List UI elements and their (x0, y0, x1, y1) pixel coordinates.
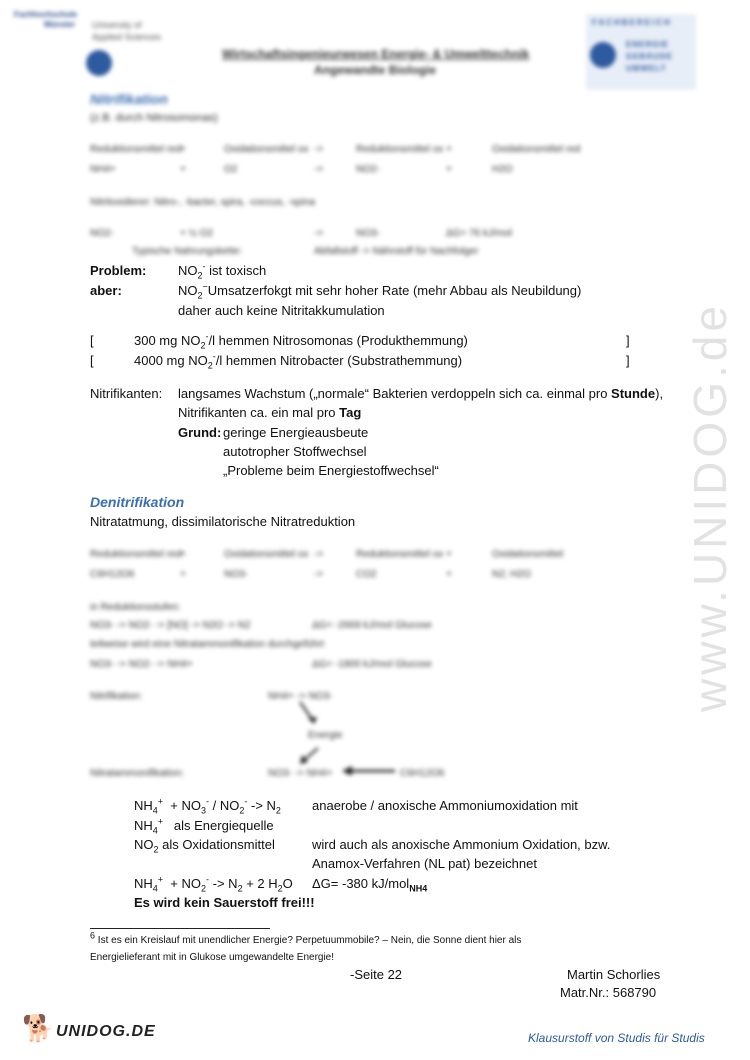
department-logo (586, 14, 696, 90)
logo-line-2: Münster (44, 20, 76, 29)
nitrifikanten-line-1: langsames Wachstum („normale“ Bakterien verdoppeln sich ca. einmal pro Stunde), (178, 386, 664, 401)
logo-line-3: University of (92, 20, 142, 30)
eq-row-1: + (180, 164, 186, 175)
eq-row-0: NH4+ (90, 164, 116, 175)
footer-tagline: Klausurstoff von Studis für Studis (528, 1031, 705, 1045)
page-number: -Seite 22 (350, 967, 403, 982)
aber-sup: − (202, 281, 208, 292)
eq2-1: + ½ O2 (180, 228, 214, 239)
nitrifikation-heading: Nitrifikation (90, 91, 168, 107)
eq-head-1: + (180, 144, 186, 155)
author-name: Martin Schorlies (567, 967, 661, 982)
dept-logo-top: FACHBEREICH (592, 18, 672, 27)
dept-logo-line-3: UMWELT (626, 64, 667, 73)
grund-line-1: geringe Energieausbeute (223, 425, 369, 440)
bracket-close: ] (626, 353, 630, 368)
reduction-steps-head: in Reduktionsstufen: (90, 602, 181, 613)
food-chain-label: Typische Nahrungskette: (132, 246, 243, 257)
ammonification-eq: NO3- -> NO2- -> NH4+ (90, 659, 194, 670)
reduction-steps: NO3- -> NO2- -> [NO] -> N2O -> N2 (90, 620, 251, 631)
denitrifikation-subheading: Nitratatmung, dissimilatorische Nitratreduktion (90, 514, 356, 529)
bracket-open: [ (90, 333, 94, 348)
bracket-open: [ (90, 353, 94, 368)
aber-post: Umsatzerfokgt mit sehr hoher Rate (mehr Abbau als Neubildung) (207, 283, 582, 298)
aber-line-1 (178, 283, 581, 299)
problem-no: NO (178, 263, 198, 278)
anammox-eq-4: $NH_4^+ + NO_2^- -> N_2 + 2$ $H_2O$ (134, 874, 293, 894)
dept-logo-line-1: ENERGIE (626, 40, 670, 49)
eq-row-3: -> (314, 164, 324, 175)
bracket-close: ] (626, 333, 630, 348)
eq-head-4: Reduktionsmittel ox (356, 144, 444, 155)
logo-line-1: Fachhochschule (14, 10, 78, 19)
eq-row-2: O2 (224, 164, 238, 175)
university-logo (14, 10, 194, 85)
eq-head-6: Oxidationsmittel red (492, 144, 581, 155)
partial-ammonification: teilweise wird eine Nitratammonifikation durchgeführt (90, 639, 324, 650)
diagram-glucose-node: C6H12O6 (400, 768, 445, 779)
dept-logo-icon (590, 42, 616, 68)
anammox-dg: ΔG= -380 kJ/mol$_{NH4}$ (312, 876, 428, 894)
aber-label: aber: (90, 283, 122, 298)
anammox-desc-1: anaerobe / anoxische Ammoniumoxidation mit (312, 798, 578, 813)
problem-post: ist toxisch (205, 263, 267, 278)
eq2-4: ΔG= 76 kJ/mol (446, 228, 512, 239)
diagram-bottom-node: NO3- -> NH4+ (268, 768, 333, 779)
page-title: Wirtschaftsingenieurwesen Energie- & Umwelttechnik (222, 47, 530, 61)
nitrifikanten-label: Nitrifikanten: (90, 386, 163, 401)
reduction-steps-dg: ΔG= -2669 kJ/mol Glucose (312, 620, 432, 631)
ammonification-dg: ΔG= -1800 kJ/mol Glucose (312, 659, 432, 670)
diagram-top-node: NH4+ -> NO3- (268, 691, 333, 702)
eq-row-4: NO2- (356, 164, 380, 175)
eq2-3: NO3- (356, 228, 380, 239)
matriculation-number: Matr.Nr.: 568790 (560, 985, 657, 1000)
grund-line-3: „Probleme beim Energiestoffwechsel“ (223, 463, 439, 478)
diagram-nitrifikation-label: Nitrifikation: (90, 691, 143, 702)
footnote-divider (90, 928, 270, 929)
eq-head-0: Reduktionsmittel red (90, 144, 182, 155)
eq2-2: -> (314, 228, 324, 239)
anammox-eq-3: $NO_2$ als Oxidationsmittel (134, 837, 275, 855)
diagram-energy-node: Energie (308, 730, 343, 741)
food-chain-text: Abfallstoff -> Nährstoff für Nachfolger (314, 246, 479, 257)
eq-row-6: H2O (492, 164, 513, 175)
dog-icon: 🐕 (22, 1013, 55, 1043)
watermark-text: www.UNIDOG.de (684, 302, 736, 712)
dept-logo-line-2: GEBÄUDE (626, 52, 674, 61)
nitrifikation-subheading: (z.B. durch Nitrosomonas) (90, 112, 218, 124)
problem-sub: 2 (197, 270, 203, 281)
diagram-ammonification-label: Nitratammonifikation: (90, 768, 184, 779)
anammox-eq-1: $NH_4^+ + NO_3^- / NO_2^- -> N_2$ (134, 796, 281, 816)
diagram-arrows (290, 700, 400, 775)
grund-line-2: autotropher Stoffwechsel (223, 444, 367, 459)
inhibition-text: 4000 mg $NO_2^-/l$ hemmen Nitrobacter (Substrathemmung) (134, 351, 463, 371)
anammox-eq-2: $NH_4^+$ als Energiequelle (134, 816, 274, 836)
problem-text (178, 263, 266, 279)
footnote-line-2: Energielieferant mit in Glukose umgewandelte Energie! (90, 952, 335, 963)
problem-sup: - (202, 261, 206, 272)
aber-line-2: daher auch keine Nitritakkumulation (178, 303, 385, 318)
nitritoxidierer-line: Nitritoxidierer: Nitro-, -bacter, spira, -coccus, -spina (90, 197, 316, 208)
eq-head-5: + (446, 144, 452, 155)
grund-label: Grund: (178, 425, 222, 440)
page-subtitle: Angewandte Biologie (314, 63, 437, 77)
inhibition-row-1 (90, 333, 635, 351)
problem-label: Problem: (90, 263, 147, 278)
eq-head-2: Oxidationsmittel ox (224, 144, 309, 155)
denitrifikation-heading: Denitrifikation (90, 494, 185, 510)
logo-emblem-icon (86, 50, 112, 76)
aber-no: NO (178, 283, 198, 298)
logo-line-4: Applied Sciences (92, 32, 162, 42)
nitrifikanten-line-2: Nitrifikanten ca. ein mal pro Tag (178, 405, 362, 420)
inhibition-row-2 (90, 353, 635, 371)
footnote-line-1: $^6$ Ist es ein Kreislauf mit unendlicher Energie? Perpetuummobile? – Nein, die Sonne dient hier als (90, 930, 522, 946)
brand-name: UNIDOG.DE (56, 1023, 156, 1040)
anammox-desc-2: wird auch als anoxische Ammonium Oxidation, bzw. (312, 837, 611, 852)
eq2-0: NO2- (90, 228, 114, 239)
anammox-desc-3: Anamox-Verfahren (NL pat) bezeichnet (312, 856, 537, 871)
eq-head-3: -> (314, 144, 324, 155)
watermark (640, 250, 750, 770)
aber-sub: 2 (197, 290, 203, 301)
inhibition-text: 300 mg $NO_2^-/l$ hemmen Nitrosomonas (Produkthemmung) (134, 331, 468, 351)
eq-row-5: + (446, 164, 452, 175)
no-oxygen-line: Es wird kein Sauerstoff frei!!! (134, 895, 315, 910)
